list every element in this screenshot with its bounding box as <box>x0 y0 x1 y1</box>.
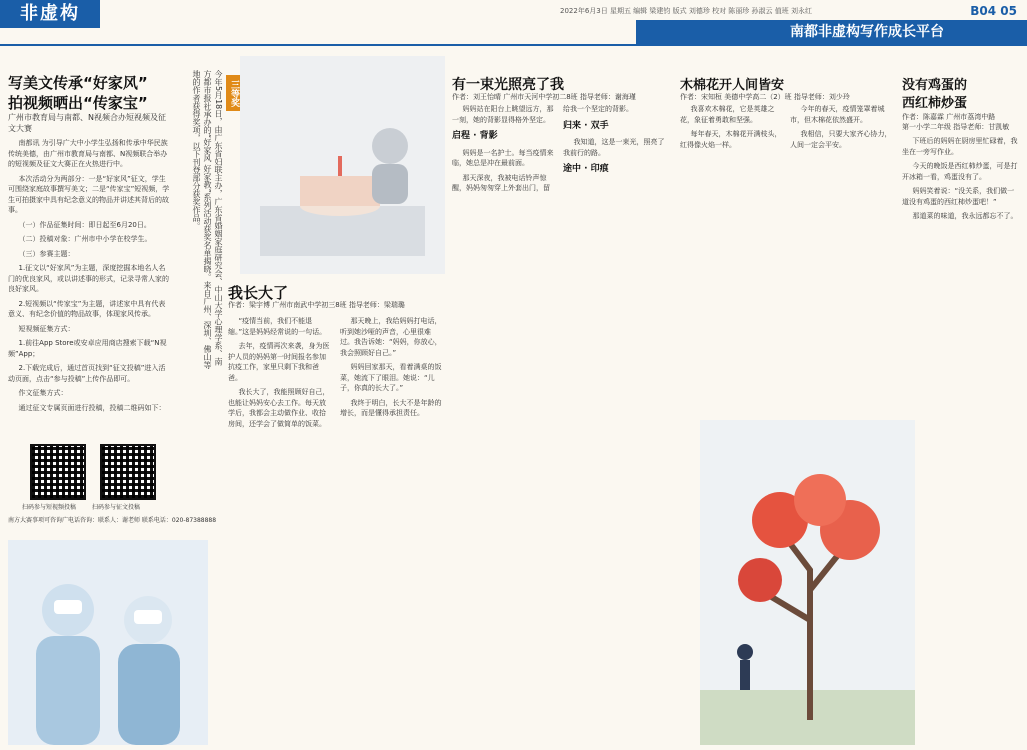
article3-para: 每年春天，木棉花开满枝头，红得像火焰一样。 <box>680 130 782 149</box>
intro-para: 2.短视频以“传家宝”为主题，讲述家中具有代表意义、有纪念价值的物品故事，体现家风传承。 <box>8 299 166 318</box>
intro-para: （三）参赛主题： <box>18 249 75 258</box>
article1-para: 妈妈回家那天，看着满桌的饭菜，她流下了眼泪。她说：“儿子，你真的长大了。” <box>340 363 442 392</box>
intro-para: （一）作品征集时间：即日起至6月20日。 <box>18 220 151 229</box>
intro-para: 2.下载完成后，通过首页找到“征文投稿”进入活动页面，点击“参与投稿”上传作品即可。 <box>8 364 166 383</box>
intro-para: （二）投稿对象：广州市中小学在校学生。 <box>18 235 152 243</box>
article4-para: 妈妈笑着说：“没关系，我们做一道没有鸡蛋的西红柿炒蛋吧！” <box>902 187 1015 206</box>
article4-byline-1: 作者：陈嘉霖 广州市荔湾中路 <box>902 113 996 121</box>
article3-para: 我相信，只要大家齐心协力，人间一定会平安。 <box>790 130 892 149</box>
article2-subhead-1: 启程 · 背影 <box>452 131 498 141</box>
qr-label-essay: 扫码参与征文投稿 <box>92 504 141 511</box>
article3-byline: 作者：宋知桓 美德中学高二（2）班 指导老师：刘少玲 <box>680 93 850 101</box>
intro-body <box>8 138 170 438</box>
intro-para: 1.前往App Store或安卓应用商店搜索下载“N视频”App； <box>8 339 167 358</box>
article4-title-2: 西红柿炒蛋 <box>902 96 968 111</box>
intro-para: 南都讯 为引导广大中小学生弘扬和传承中华民族传统美德，由广州市教育局与南都、N视频联合举办的短视频及征文大赛正在火热进行中。 <box>8 139 168 168</box>
article2-body <box>452 104 666 744</box>
article2-subhead-3: 途中 · 印痕 <box>563 164 609 174</box>
article3-para: 我喜欢木棉花，它是英雄之花，象征着勇敢和坚强。 <box>680 105 775 124</box>
article2-subhead-2: 归来 · 双手 <box>563 120 609 131</box>
article1-para: 去年，疫情再次来袭，身为医护人员的妈妈第一时间报名参加抗疫工作，家里只剩下我和爸爸。 <box>228 342 330 382</box>
article4-byline-2: 第一小学二年级 指导老师：甘凯敏 <box>902 123 1010 131</box>
article2-para: 那天深夜，我被电话铃声惊醒，妈妈匆匆穿上外套出门，留给我一个坚定的背影。 <box>452 105 633 192</box>
intro-para: 作文征集方式： <box>18 389 68 397</box>
article4-title-1: 没有鸡蛋的 <box>902 78 968 93</box>
article1-para: 我终于明白，长大不是年龄的增长，而是懂得承担责任。 <box>340 398 442 417</box>
article3-para: 今年的春天，疫情笼罩着城市，但木棉花依然盛开。 <box>790 105 885 124</box>
article1-byline: 作者：梁宇博 广州市南武中学初三8班 指导老师：梁瑞璐 <box>228 301 405 309</box>
article2-title: 有一束光照亮了我 <box>452 77 564 93</box>
page-number: B04 05 <box>970 4 1017 18</box>
article1-title: 我长大了 <box>228 284 289 302</box>
banner-title: 南都非虚构写作成长平台 <box>790 24 944 40</box>
intro-para: 短视频征集方式： <box>18 324 75 333</box>
article1-body <box>228 316 444 746</box>
contact-info: 南方大赛事项可咨询广电话咨询：联系人：谢老师 联系电话：020-87388888 <box>8 517 217 524</box>
article1-para: “疫情当前，我们不能退缩。”这是妈妈经常说的一句话。 <box>228 317 327 336</box>
issue-meta: 2022年6月3日 星期五 编辑 梁建钧 版式 刘德珍 校对 陈丽珍 孙淑云 值班 刘永红 <box>560 7 812 15</box>
birthday-cake-illustration <box>240 56 445 274</box>
medical-staff-illustration <box>8 540 208 745</box>
intro-para: 本次活动分为两部分：一是“好家风”征文，学生可围绕家庭故事撰写美文；二是“传家宝”短视频，学生可拍摄家中具有纪念意义的物品并讲述其背后的故事。 <box>8 174 170 214</box>
vertical-intro: 今年5月18日，由广东省妇联主办，广东省婚姻家庭研究会、中山大学心理学系、南方都市报社承办的“好家风 好家教”系列活动获奖名单揭晓。来自广州、深圳、佛山等地的作者获得奖项，以下刊登部分获奖作品。 <box>192 70 223 369</box>
article2-para: 我知道，这是一束光，照亮了我前行的路。 <box>563 138 665 157</box>
section-brand: 非虚构 <box>0 0 100 28</box>
article4-body <box>902 136 1020 746</box>
article2-para: 妈妈是一名护士。每当疫情来临，她总是冲在最前面。 <box>452 148 554 167</box>
award-tag: 三等奖 <box>226 75 242 111</box>
intro-subtitle: 广州市教育局与南都、N视频合办短视频及征文大赛 <box>8 113 166 133</box>
article1-para: 那天晚上，我给妈妈打电话，听到她沙哑的声音，心里很难过。我告诉她：“妈妈，你放心，我会照顾好自己。” <box>340 317 442 357</box>
article1-para: 我长大了，我能照顾好自己，也能让妈妈安心去工作。每天放学后，我都会主动做作业、收拾房间，还学会了做简单的饭菜。 <box>228 388 330 428</box>
intro-para: 通过征文专属页面进行投稿，投稿二维码如下： <box>18 403 166 412</box>
qr-code-video[interactable] <box>30 444 86 500</box>
qr-code-essay[interactable] <box>100 444 156 500</box>
header-rule <box>0 44 1027 46</box>
intro-title-1: 写美文传承“好家风” <box>8 74 148 92</box>
article4-para: 那道菜的味道，我永远都忘不了。 <box>912 212 1018 220</box>
article2-byline: 作者：刘王怡晴 广州市天河中学初二8班 指导老师：谢海瑾 <box>452 93 636 101</box>
intro-title-2: 拍视频晒出“传家宝” <box>8 94 148 112</box>
article4-para: 下班后的妈妈在厨房里忙碌着，我坐在一旁写作业。 <box>902 137 1018 156</box>
article2-para: 妈妈站在阳台上眺望远方，那一刻，她的背影显得格外坚定。 <box>452 105 554 124</box>
kapok-tree-illustration <box>700 420 915 745</box>
intro-para: 1.征文以“好家风”为主题，深度挖掘本地名人名门的优良家风，或以讲述事的形式，记录寻常人家的良好家风。 <box>8 264 169 293</box>
article4-para: 今天的晚饭是西红柿炒蛋，可是打开冰箱一看，鸡蛋没有了。 <box>902 162 1018 181</box>
article3-title: 木棉花开人间皆安 <box>680 78 785 93</box>
qr-label-video: 扫码参与短视频投稿 <box>22 504 77 511</box>
